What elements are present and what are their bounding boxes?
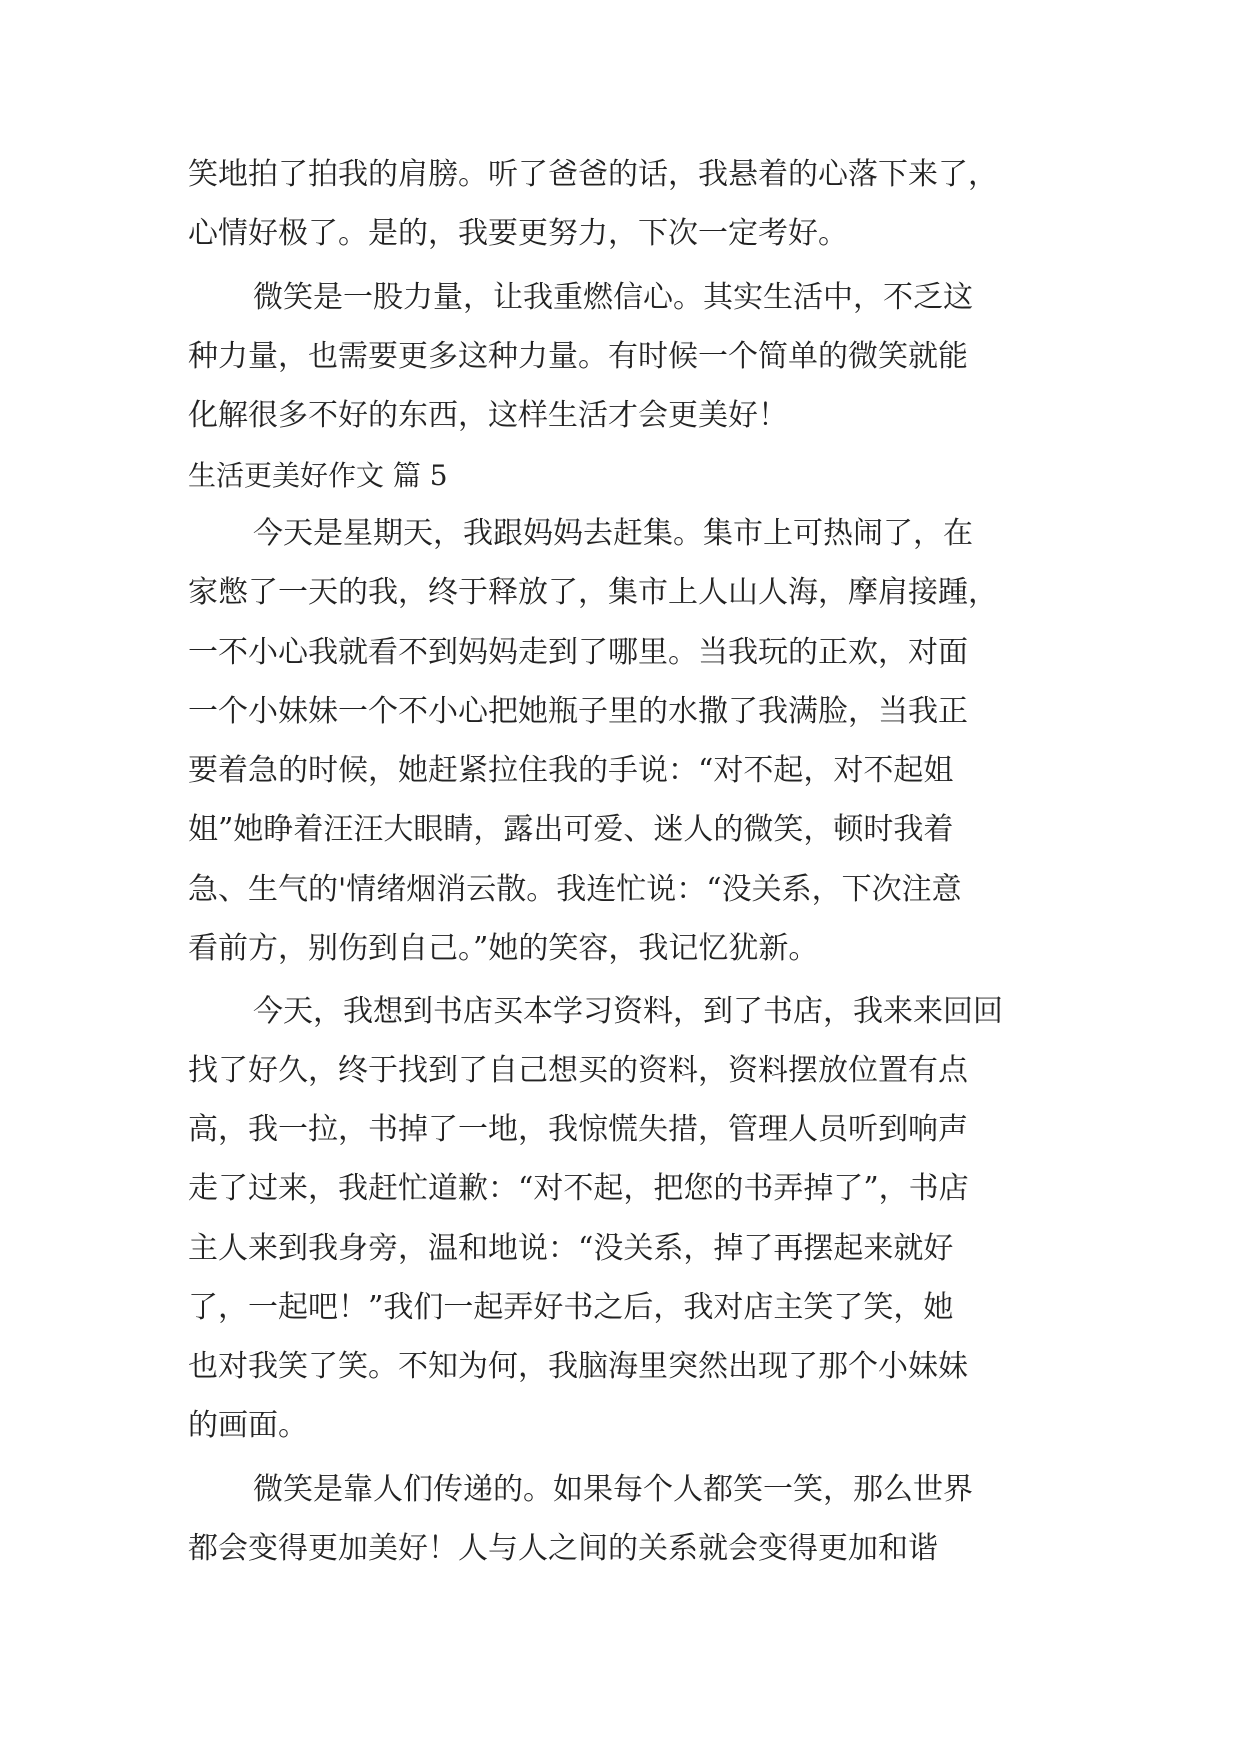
- text-line: 找了好久，终于找到了自己想买的资料，资料摆放位置有点: [188, 1053, 968, 1088]
- text-line: 家憋了一天的我，终于释放了，集市上人山人海，摩肩接踵，: [188, 575, 998, 610]
- text-line: 心情好极了。是的，我要更努力，下次一定考好。: [188, 216, 848, 251]
- text-line: 走了过来，我赶忙道歉：“对不起，把您的书弄掉了”，书店: [188, 1171, 969, 1206]
- text-line: 笑地拍了拍我的肩膀。听了爸爸的话，我悬着的心落下来了，: [188, 157, 998, 192]
- text-line: 种力量，也需要更多这种力量。有时候一个简单的微笑就能: [188, 339, 968, 374]
- text-line: 看前方，别伤到自己。”她的笑容，我记忆犹新。: [188, 931, 819, 966]
- paragraph-first-line: 微笑是靠人们传递的。如果每个人都笑一笑，那么世界: [253, 1472, 973, 1507]
- text-line: 都会变得更加美好！人与人之间的关系就会变得更加和谐: [188, 1531, 938, 1566]
- section-heading: 生活更美好作文 篇 5: [188, 459, 448, 492]
- text-line: 要着急的时候，她赶紧拉住我的手说：“对不起，对不起姐: [188, 753, 954, 788]
- text-line: 姐”她睁着汪汪大眼睛，露出可爱、迷人的微笑，顿时我着: [188, 812, 954, 847]
- text-line: 一个小妹妹一个不小心把她瓶子里的水撒了我满脸，当我正: [188, 694, 968, 729]
- text-line: 高，我一拉，书掉了一地，我惊慌失措，管理人员听到响声: [188, 1112, 968, 1147]
- text-line: 化解很多不好的东西，这样生活才会更美好！: [188, 398, 788, 433]
- text-line: 也对我笑了笑。不知为何，我脑海里突然出现了那个小妹妹: [188, 1349, 968, 1384]
- paragraph-first-line: 今天是星期天，我跟妈妈去赶集。集市上可热闹了，在: [253, 516, 973, 551]
- text-line: 一不小心我就看不到妈妈走到了哪里。当我玩的正欢，对面: [188, 635, 968, 670]
- paragraph-first-line: 今天，我想到书店买本学习资料，到了书店，我来来回回: [253, 994, 1003, 1029]
- text-line: 主人来到我身旁，温和地说：“没关系，掉了再摆起来就好: [188, 1231, 954, 1266]
- text-line: 的画面。: [188, 1408, 308, 1443]
- text-line: 了，一起吧！”我们一起弄好书之后，我对店主笑了笑，她: [188, 1290, 954, 1325]
- text-line: 急、生气的'情绪烟消云散。我连忙说：“没关系，下次注意: [188, 872, 962, 907]
- paragraph-first-line: 微笑是一股力量，让我重燃信心。其实生活中，不乏这: [253, 280, 973, 315]
